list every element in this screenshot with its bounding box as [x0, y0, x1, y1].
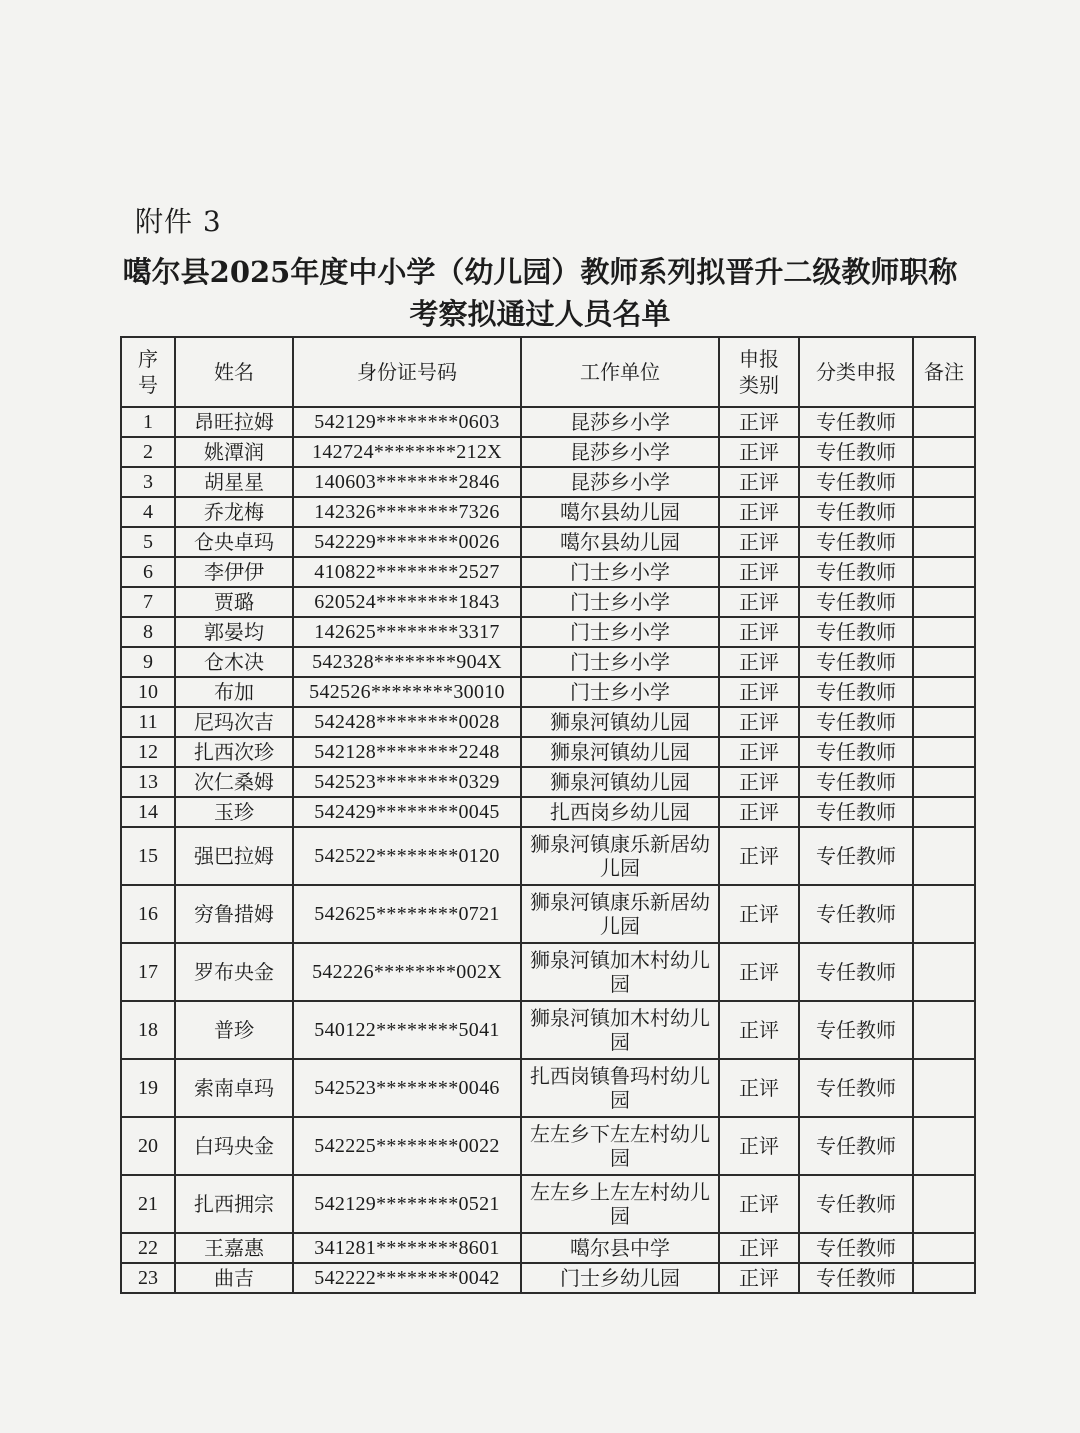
cell-class: 专任教师 — [799, 1059, 913, 1117]
cell-seq: 13 — [121, 767, 175, 797]
cell-name: 贾璐 — [175, 587, 293, 617]
cell-unit: 狮泉河镇幼儿园 — [521, 767, 719, 797]
cell-category: 正评 — [719, 1263, 799, 1293]
cell-note — [913, 767, 975, 797]
cell-category: 正评 — [719, 587, 799, 617]
cell-id: 542128********2248 — [293, 737, 521, 767]
cell-id: 542129********0603 — [293, 407, 521, 437]
cell-id: 542429********0045 — [293, 797, 521, 827]
cell-class: 专任教师 — [799, 1175, 913, 1233]
cell-id: 620524********1843 — [293, 587, 521, 617]
cell-name: 玉珍 — [175, 797, 293, 827]
cell-unit: 噶尔县幼儿园 — [521, 497, 719, 527]
attachment-label: 附件 3 — [135, 205, 222, 238]
cell-category: 正评 — [719, 707, 799, 737]
cell-category: 正评 — [719, 943, 799, 1001]
cell-class: 专任教师 — [799, 767, 913, 797]
header-unit: 工作单位 — [521, 337, 719, 407]
cell-note — [913, 647, 975, 677]
cell-category: 正评 — [719, 497, 799, 527]
cell-id: 542222********0042 — [293, 1263, 521, 1293]
cell-category: 正评 — [719, 677, 799, 707]
cell-name: 扎西次珍 — [175, 737, 293, 767]
cell-id: 142625********3317 — [293, 617, 521, 647]
cell-seq: 17 — [121, 943, 175, 1001]
table-row — [121, 1117, 975, 1175]
cell-unit: 狮泉河镇幼儿园 — [521, 737, 719, 767]
cell-unit: 门士乡小学 — [521, 557, 719, 587]
cell-unit: 狮泉河镇幼儿园 — [521, 707, 719, 737]
table-row — [121, 1175, 975, 1233]
cell-category: 正评 — [719, 1117, 799, 1175]
cell-seq: 5 — [121, 527, 175, 557]
cell-seq: 16 — [121, 885, 175, 943]
cell-note — [913, 407, 975, 437]
cell-name: 普珍 — [175, 1001, 293, 1059]
cell-seq: 4 — [121, 497, 175, 527]
cell-note — [913, 1059, 975, 1117]
document-subtitle: 考察拟通过人员名单 — [409, 297, 671, 331]
cell-name: 仓央卓玛 — [175, 527, 293, 557]
cell-note — [913, 437, 975, 467]
cell-unit: 左左乡上左左村幼儿园 — [521, 1175, 719, 1233]
cell-seq: 6 — [121, 557, 175, 587]
header-name: 姓名 — [175, 337, 293, 407]
cell-name: 昂旺拉姆 — [175, 407, 293, 437]
cell-class: 专任教师 — [799, 677, 913, 707]
table-row — [121, 737, 975, 767]
cell-seq: 8 — [121, 617, 175, 647]
table-row — [121, 1263, 975, 1293]
cell-note — [913, 587, 975, 617]
table-row — [121, 407, 975, 437]
cell-unit: 狮泉河镇加木村幼儿园 — [521, 943, 719, 1001]
cell-class: 专任教师 — [799, 827, 913, 885]
cell-class: 专任教师 — [799, 1001, 913, 1059]
cell-class: 专任教师 — [799, 617, 913, 647]
cell-note — [913, 557, 975, 587]
cell-name: 次仁桑姆 — [175, 767, 293, 797]
header-note: 备注 — [913, 337, 975, 407]
cell-seq: 10 — [121, 677, 175, 707]
cell-note — [913, 737, 975, 767]
cell-class: 专任教师 — [799, 707, 913, 737]
cell-category: 正评 — [719, 797, 799, 827]
cell-id: 542229********0026 — [293, 527, 521, 557]
cell-class: 专任教师 — [799, 467, 913, 497]
cell-class: 专任教师 — [799, 1117, 913, 1175]
cell-class: 专任教师 — [799, 797, 913, 827]
cell-seq: 18 — [121, 1001, 175, 1059]
table-row — [121, 557, 975, 587]
table-row — [121, 1233, 975, 1263]
table-body — [121, 407, 975, 1293]
cell-unit: 昆莎乡小学 — [521, 407, 719, 437]
table-row — [121, 467, 975, 497]
cell-class: 专任教师 — [799, 557, 913, 587]
cell-category: 正评 — [719, 467, 799, 497]
cell-note — [913, 617, 975, 647]
cell-category: 正评 — [719, 767, 799, 797]
cell-category: 正评 — [719, 1233, 799, 1263]
header-class: 分类申报 — [799, 337, 913, 407]
cell-class: 专任教师 — [799, 1233, 913, 1263]
cell-seq: 7 — [121, 587, 175, 617]
cell-class: 专任教师 — [799, 1263, 913, 1293]
table-row — [121, 1059, 975, 1117]
cell-seq: 14 — [121, 797, 175, 827]
cell-seq: 1 — [121, 407, 175, 437]
cell-name: 穷鲁措姆 — [175, 885, 293, 943]
cell-class: 专任教师 — [799, 587, 913, 617]
table-row — [121, 885, 975, 943]
cell-id: 542522********0120 — [293, 827, 521, 885]
cell-name: 布加 — [175, 677, 293, 707]
cell-name: 郭晏均 — [175, 617, 293, 647]
cell-unit: 门士乡小学 — [521, 677, 719, 707]
cell-category: 正评 — [719, 557, 799, 587]
cell-note — [913, 797, 975, 827]
cell-unit: 昆莎乡小学 — [521, 467, 719, 497]
table-row — [121, 587, 975, 617]
header-category: 申报类别 — [719, 337, 799, 407]
cell-unit: 狮泉河镇康乐新居幼儿园 — [521, 827, 719, 885]
cell-category: 正评 — [719, 647, 799, 677]
cell-id: 341281********8601 — [293, 1233, 521, 1263]
header-seq: 序号 — [121, 337, 175, 407]
cell-category: 正评 — [719, 1001, 799, 1059]
cell-id: 542328********904X — [293, 647, 521, 677]
table-row — [121, 497, 975, 527]
cell-id: 542129********0521 — [293, 1175, 521, 1233]
cell-unit: 门士乡小学 — [521, 647, 719, 677]
cell-note — [913, 527, 975, 557]
table-row — [121, 767, 975, 797]
cell-note — [913, 467, 975, 497]
cell-name: 索南卓玛 — [175, 1059, 293, 1117]
cell-note — [913, 497, 975, 527]
cell-seq: 15 — [121, 827, 175, 885]
cell-id: 542225********0022 — [293, 1117, 521, 1175]
cell-unit: 扎西岗镇鲁玛村幼儿园 — [521, 1059, 719, 1117]
cell-unit: 噶尔县幼儿园 — [521, 527, 719, 557]
cell-class: 专任教师 — [799, 885, 913, 943]
table-row — [121, 797, 975, 827]
cell-seq: 20 — [121, 1117, 175, 1175]
cell-class: 专任教师 — [799, 647, 913, 677]
table-row — [121, 617, 975, 647]
cell-name: 王嘉惠 — [175, 1233, 293, 1263]
cell-id: 142724********212X — [293, 437, 521, 467]
cell-seq: 19 — [121, 1059, 175, 1117]
table-row — [121, 437, 975, 467]
cell-note — [913, 1233, 975, 1263]
cell-unit: 左左乡下左左村幼儿园 — [521, 1117, 719, 1175]
cell-unit: 狮泉河镇康乐新居幼儿园 — [521, 885, 719, 943]
cell-name: 曲吉 — [175, 1263, 293, 1293]
cell-note — [913, 827, 975, 885]
cell-seq: 9 — [121, 647, 175, 677]
cell-name: 扎西拥宗 — [175, 1175, 293, 1233]
cell-id: 410822********2527 — [293, 557, 521, 587]
cell-unit: 狮泉河镇加木村幼儿园 — [521, 1001, 719, 1059]
cell-unit: 昆莎乡小学 — [521, 437, 719, 467]
cell-id: 542523********0329 — [293, 767, 521, 797]
cell-name: 乔龙梅 — [175, 497, 293, 527]
cell-name: 胡星星 — [175, 467, 293, 497]
cell-unit: 噶尔县中学 — [521, 1233, 719, 1263]
table-row — [121, 707, 975, 737]
cell-class: 专任教师 — [799, 737, 913, 767]
cell-name: 仓木决 — [175, 647, 293, 677]
cell-category: 正评 — [719, 885, 799, 943]
cell-note — [913, 885, 975, 943]
cell-id: 542428********0028 — [293, 707, 521, 737]
header-id: 身份证号码 — [293, 337, 521, 407]
cell-id: 542625********0721 — [293, 885, 521, 943]
cell-note — [913, 1001, 975, 1059]
cell-unit: 门士乡幼儿园 — [521, 1263, 719, 1293]
cell-name: 白玛央金 — [175, 1117, 293, 1175]
cell-category: 正评 — [719, 1059, 799, 1117]
cell-seq: 12 — [121, 737, 175, 767]
cell-category: 正评 — [719, 1175, 799, 1233]
cell-class: 专任教师 — [799, 497, 913, 527]
cell-category: 正评 — [719, 527, 799, 557]
document-title: 噶尔县2025年度中小学（幼儿园）教师系列拟晋升二级教师职称 — [122, 255, 958, 289]
table-header-row — [121, 337, 975, 407]
cell-category: 正评 — [719, 827, 799, 885]
cell-seq: 3 — [121, 467, 175, 497]
cell-category: 正评 — [719, 437, 799, 467]
cell-id: 542526********30010 — [293, 677, 521, 707]
cell-note — [913, 1263, 975, 1293]
cell-seq: 21 — [121, 1175, 175, 1233]
cell-note — [913, 1117, 975, 1175]
table-row — [121, 827, 975, 885]
cell-category: 正评 — [719, 617, 799, 647]
table-row — [121, 647, 975, 677]
table-row — [121, 677, 975, 707]
cell-seq: 22 — [121, 1233, 175, 1263]
cell-name: 姚潭润 — [175, 437, 293, 467]
cell-id: 140603********2846 — [293, 467, 521, 497]
table-row — [121, 1001, 975, 1059]
cell-name: 强巴拉姆 — [175, 827, 293, 885]
cell-class: 专任教师 — [799, 943, 913, 1001]
cell-name: 李伊伊 — [175, 557, 293, 587]
cell-unit: 扎西岗乡幼儿园 — [521, 797, 719, 827]
cell-category: 正评 — [719, 407, 799, 437]
cell-note — [913, 1175, 975, 1233]
cell-class: 专任教师 — [799, 407, 913, 437]
cell-note — [913, 707, 975, 737]
cell-name: 罗布央金 — [175, 943, 293, 1001]
cell-note — [913, 943, 975, 1001]
cell-note — [913, 677, 975, 707]
cell-seq: 11 — [121, 707, 175, 737]
cell-class: 专任教师 — [799, 437, 913, 467]
cell-id: 142326********7326 — [293, 497, 521, 527]
cell-id: 540122********5041 — [293, 1001, 521, 1059]
table-row — [121, 527, 975, 557]
cell-seq: 23 — [121, 1263, 175, 1293]
cell-id: 542226********002X — [293, 943, 521, 1001]
cell-name: 尼玛次吉 — [175, 707, 293, 737]
cell-id: 542523********0046 — [293, 1059, 521, 1117]
cell-unit: 门士乡小学 — [521, 617, 719, 647]
cell-unit: 门士乡小学 — [521, 587, 719, 617]
cell-category: 正评 — [719, 737, 799, 767]
cell-class: 专任教师 — [799, 527, 913, 557]
cell-seq: 2 — [121, 437, 175, 467]
candidate-table — [120, 336, 976, 1294]
table-row — [121, 943, 975, 1001]
